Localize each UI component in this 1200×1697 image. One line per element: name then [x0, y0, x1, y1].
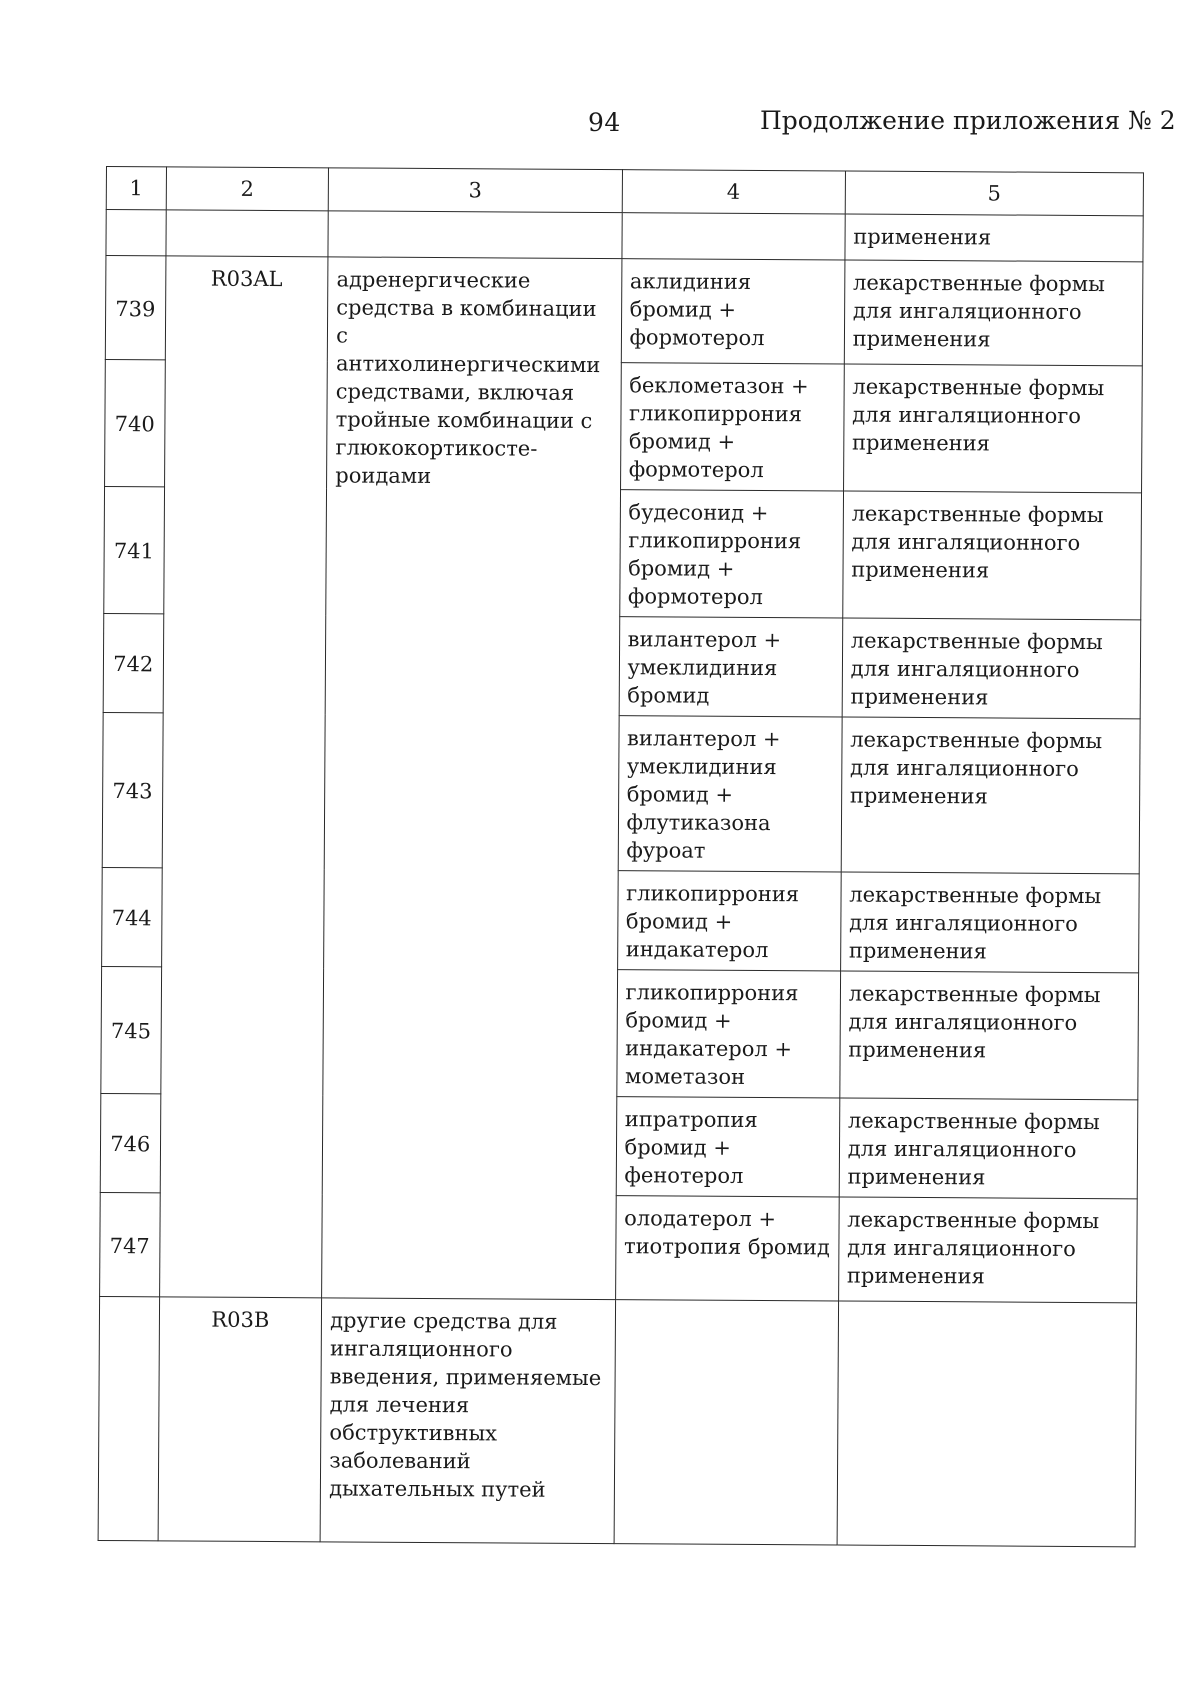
row-number: 747 [100, 1192, 160, 1296]
group-description: другие средства для ингаляционного введения, применяемые для лечения обструктивных заболеваний дыхательных путей [320, 1298, 615, 1544]
dosage-form [837, 1301, 1137, 1547]
page-number: 94 [588, 108, 621, 137]
row-number: 743 [102, 712, 162, 867]
drug-name: беклометазон + гликопиррония бромид + формотерол [620, 363, 844, 491]
atc-table [98, 166, 1144, 1547]
drug-name: будесонид + гликопиррония бромид + формотерол [619, 490, 843, 618]
header-cell: 1 [106, 167, 166, 210]
drug-name: олодатерол + тиотропия бромид [615, 1196, 839, 1301]
header-cell: 2 [166, 167, 329, 211]
header-cell: 4 [622, 170, 845, 214]
dosage-form: лекарственные формы для ингаляционного применения [842, 618, 1141, 719]
row-number [98, 1296, 159, 1540]
page-caption: Продолжение приложения № 2 [760, 106, 1176, 135]
header-cell: 5 [845, 171, 1144, 216]
dosage-form: лекарственные формы для ингаляционного применения [843, 364, 1142, 493]
drug-name: вилантерол + умеклидиния бромид [619, 617, 843, 717]
row-number: 746 [100, 1093, 160, 1192]
dosage-form: лекарственные формы для ингаляционного применения [840, 872, 1139, 973]
drug-name [614, 1300, 839, 1545]
dosage-form: лекарственные формы для ингаляционного применения [841, 717, 1140, 874]
group-description: адренергические средства в комбинации с антихолинергическими средствами, включая тройные комбинации с глюкокортикосте-роидами [322, 257, 622, 1300]
drug-name: вилантерол + умеклидиния бромид + флутиказона фуроат [618, 716, 842, 872]
atc-code: R03B [158, 1297, 322, 1542]
atc-code: R03AL [159, 256, 328, 1298]
table-header-row [106, 167, 1143, 216]
table-row [105, 256, 1143, 366]
continuation-row [106, 210, 1143, 262]
drug-name: аклидиния бромид + формотерол [621, 259, 845, 364]
dosage-form: лекарственные формы для ингаляционного применения [838, 1197, 1137, 1303]
row-number: 742 [103, 613, 163, 712]
row-number: 740 [105, 359, 165, 486]
drug-name: гликопиррония бромид + индакатерол [617, 871, 841, 971]
drug-name: ипратропия бромид + фенотерол [616, 1097, 840, 1197]
row-number: 741 [104, 486, 164, 613]
dosage-form: лекарственные формы для ингаляционного применения [844, 260, 1143, 366]
row-number: 745 [101, 966, 161, 1093]
dosage-form: лекарственные формы для ингаляционного применения [840, 971, 1139, 1100]
dosage-form: лекарственные формы для ингаляционного применения [839, 1098, 1138, 1199]
continuation-form: применения [845, 214, 1144, 262]
dosage-form: лекарственные формы для ингаляционного применения [842, 491, 1141, 620]
drug-name: гликопиррония бромид + индакатерол + мометазон [616, 970, 840, 1098]
row-number: 739 [105, 256, 165, 360]
row-number: 744 [102, 867, 162, 966]
table-row [98, 1296, 1136, 1546]
header-cell: 3 [328, 168, 622, 213]
